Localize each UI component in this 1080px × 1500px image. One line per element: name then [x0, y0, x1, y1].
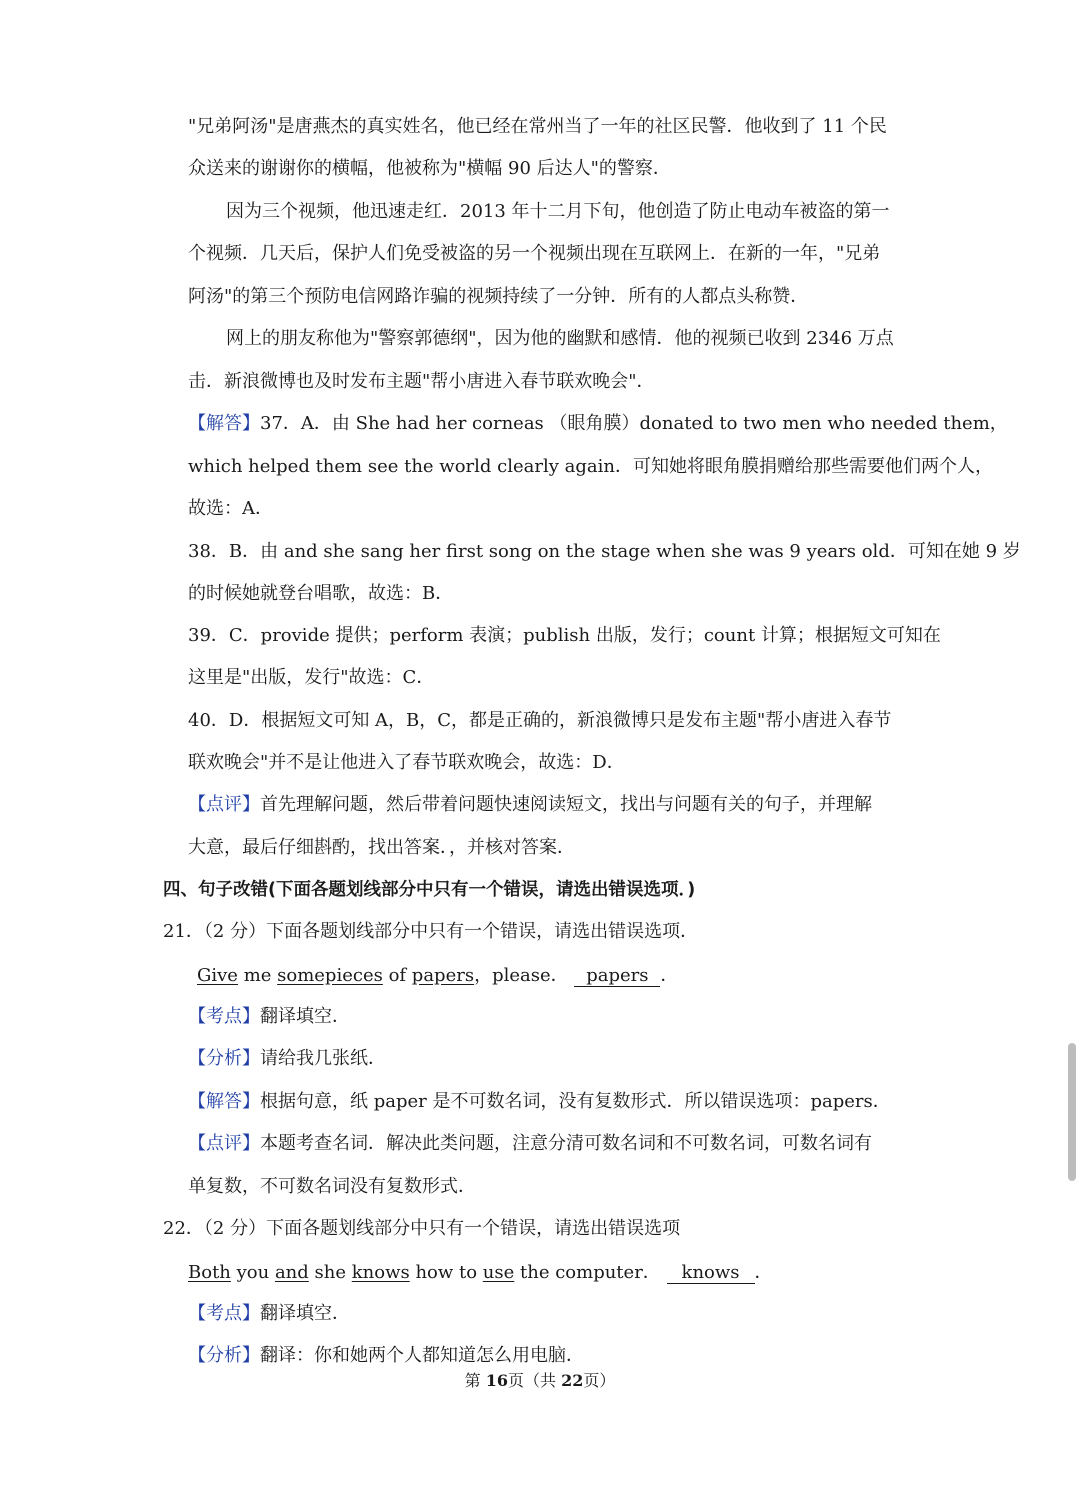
- answer-37-line: 【解答】37．A．由 She had her corneas （眼角膜）donated to two men who needed them，: [188, 413, 1008, 434]
- fenxi-line: 【分析】翻译：你和她两个人都知道怎么用电脑．: [188, 1345, 584, 1366]
- current-page-number: 16: [485, 1371, 508, 1390]
- passage-line: "兄弟阿汤"是唐燕杰的真实姓名，他已经在常州当了一年的社区民警．他收到了 11 个民: [188, 116, 887, 137]
- dianping-line: 单复数，不可数名词没有复数形式．: [188, 1176, 476, 1197]
- answer-37-line: which helped them see the world clearly again．可知她将眼角膜捐赠给那些需要他们两个人，: [188, 456, 993, 477]
- jieda-line: 【解答】根据句意，纸 paper 是不可数名词，没有复数形式．所以错误选项：papers．: [188, 1091, 891, 1112]
- answer-38-line: 38．B．由 and she sang her first song on the stage when she was 9 years old．可知在她 9 岁: [188, 541, 1021, 562]
- passage-line: 阿汤"的第三个预防电信网路诈骗的视频持续了一分钟．所有的人都点头称赞．: [188, 286, 809, 307]
- section-heading: 四、句子改错(下面各题划线部分中只有一个错误，请选出错误选项．): [163, 880, 696, 900]
- dianping-line: 【点评】本题考查名词．解决此类问题，注意分清可数名词和不可数名词，可数名词有: [188, 1133, 872, 1154]
- passage-line: 击．新浪微博也及时发布主题"帮小唐进入春节联欢晚会"．: [188, 371, 655, 392]
- answer-38-line: 的时候她就登台唱歌，故选：B．: [188, 583, 454, 604]
- question-22-stem: 22．（2 分）下面各题划线部分中只有一个错误，请选出错误选项: [163, 1218, 681, 1239]
- review-line: 大意，最后仔细斟酌，找出答案．，并核对答案．: [188, 837, 575, 858]
- kaodian-line: 【考点】翻译填空．: [188, 1006, 350, 1027]
- question-21-stem: 21．（2 分）下面各题划线部分中只有一个错误，请选出错误选项．: [163, 921, 699, 942]
- page-footer: 第 16页（共 22页）: [464, 1371, 616, 1390]
- fenxi-line: 【分析】请给我几张纸．: [188, 1048, 386, 1069]
- vertical-scrollbar[interactable]: [1068, 1043, 1076, 1181]
- answer-37-line: 故选：A．: [188, 498, 273, 519]
- answer-40-line: 联欢晚会"并不是让他进入了春节联欢晚会，故选：D．: [188, 752, 625, 773]
- answer-blank: papers: [574, 966, 660, 987]
- passage-line: 个视频．几天后，保护人们免受被盗的另一个视频出现在互联网上．在新的一年，"兄弟: [188, 243, 881, 264]
- answer-tag: 【解答】: [188, 413, 260, 434]
- passage-line: 因为三个视频，他迅速走红．2013 年十二月下旬，他创造了防止电动车被盗的第一: [226, 201, 890, 222]
- passage-line: 众送来的谢谢你的横幅，他被称为"横幅 90 后达人"的警察．: [188, 158, 671, 179]
- total-pages-number: 22: [561, 1371, 584, 1390]
- answer-blank: knows: [667, 1263, 755, 1284]
- review-line: 【点评】首先理解问题，然后带着问题快速阅读短文，找出与问题有关的句子，并理解: [188, 794, 872, 815]
- kaodian-line: 【考点】翻译填空．: [188, 1303, 350, 1324]
- question-22-sentence: Both you and she knows how to use the computer． knows ．: [188, 1262, 773, 1283]
- review-tag: 【点评】: [188, 794, 260, 815]
- answer-39-line: 39．C．provide 提供；perform 表演；publish 出版，发行；count 计算；根据短文可知在: [188, 625, 941, 646]
- question-21-sentence: Give me somepieces of papers，please． papers ．: [197, 965, 679, 986]
- answer-40-line: 40．D．根据短文可知 A，B，C，都是正确的，新浪微博只是发布主题"帮小唐进入春节: [188, 710, 892, 731]
- answer-39-line: 这里是"出版，发行"故选：C．: [188, 667, 435, 688]
- passage-line: 网上的朋友称他为"警察郭德纲"，因为他的幽默和感情．他的视频已收到 2346 万点: [226, 328, 894, 349]
